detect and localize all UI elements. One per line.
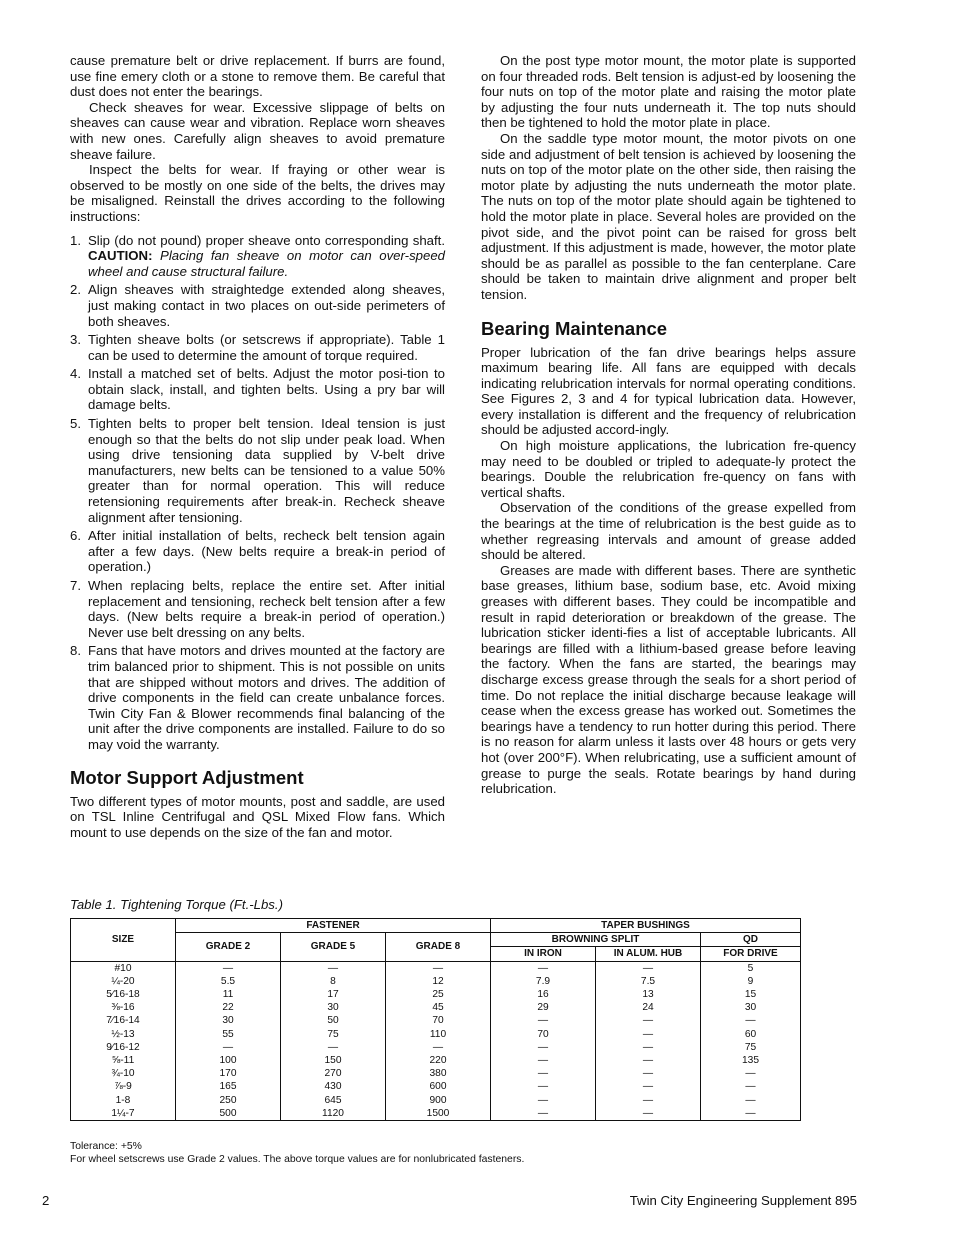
torque-cell: 135 [701,1054,801,1067]
torque-cell: 70 [386,1014,491,1027]
torque-cell: 15 [701,988,801,1001]
torque-cell: 13 [596,988,701,1001]
left-column [70,53,445,840]
size-cell: 9⁄16-12 [71,1041,176,1054]
table-row [71,1041,801,1054]
torque-cell: 5.5 [176,975,281,988]
torque-cell: — [281,961,386,975]
torque-cell: 8 [281,975,386,988]
torque-cell: 5 [701,961,801,975]
paragraph: Two different types of motor mounts, post and saddle, are used on TSL Inline Centrifugal and QSL Mixed Flow fans. Which mount to use depends on the size of the fan and motor. [70,793,445,840]
torque-cell: — [386,1041,491,1054]
size-cell: ¼-20 [71,975,176,988]
table-row [71,1093,801,1106]
table-row [71,1080,801,1093]
torque-cell: 70 [491,1028,596,1041]
paragraph: Proper lubrication of the fan drive bearings helps assure maximum bearing life. All fans are equipped with decals indicating relubrication intervals for normal operating conditions. See Figures 2, 3 and 4 for typical lubrication data. However, every installation is different and the frequency of relubrication should be adjusted accord-ingly. [481,344,856,438]
size-cell: 7⁄16-14 [71,1014,176,1027]
torque-cell: — [491,1041,596,1054]
size-cell: 1¼-7 [71,1107,176,1121]
torque-cell: 150 [281,1054,386,1067]
list-item: 2. Align sheaves with straightedge extended along sheaves, just making contact in two places on out-side perimeters of both sheaves. [70,282,445,329]
paragraph: Greases are made with different bases. There are synthetic base greases, lithium base, sodium base, etc. Avoid mixing greases with different bases. They could be incompatible and result in rapid deterioration or breakdown of the grease. The lubrication sticker identi-fies a list of acceptable lubricants. All bearings are filled with a lithium-based grease before leaving the factory. When the fans are started, the bearings may discharge excess grease through the seals for a short period of time. Do not replace the initial discharge because leakage will cease when the excess grease has worked out. Sometimes the bearings have a tendency to run hotter during this period. There is no reason for alarm unless it lasts over 48 hours or gets very hot (over 200°F). When relubricating, use a sufficient amount of grease to purge the seals. Rotate bearings by hand during relubrication. [481,562,856,797]
paragraph: Check sheaves for wear. Excessive slippage of belts on sheaves can cause wear and vibration. Replace worn sheaves with new ones. Carefully align sheaves to avoid premature sheave failure. [70,99,445,162]
list-item: 8. Fans that have motors and drives mounted at the factory are trim balanced prior to shipment. This is not possible on units that are shipped without motors and drives. The addition of drive components in the field can create unbalance forces. Twin City Fan & Blower recommends final balancing of the unit after the drive components are installed. Failure to do so may void the warranty. [70,643,445,752]
size-cell: ⅞-9 [71,1080,176,1093]
torque-cell: 50 [281,1014,386,1027]
torque-cell: 110 [386,1028,491,1041]
section-heading-bearing-maintenance: Bearing Maintenance [481,317,668,339]
torque-cell: — [491,1067,596,1080]
table-notes [70,1140,524,1166]
table-row [71,1067,801,1080]
page-number: 2 [42,1193,50,1208]
torque-cell: 7.5 [596,975,701,988]
torque-cell: 22 [176,1001,281,1014]
torque-cell: — [491,1093,596,1106]
torque-cell: — [701,1067,801,1080]
torque-cell: — [701,1080,801,1093]
setscrew-note: For wheel setscrews use Grade 2 values. The above torque values are for nonlubricated fasteners. [70,1154,525,1165]
size-cell: ⅜-16 [71,1001,176,1014]
tolerance-note: Tolerance: +5% [70,1141,142,1152]
table-row [71,1001,801,1014]
torque-cell: 1120 [281,1107,386,1121]
header-size: SIZE [71,919,176,962]
paragraph: Observation of the conditions of the grease expelled from the bearings at the time of relubrication is the best guide as to whether regreasing intervals and amount of grease added should be altered. [481,500,856,563]
torque-cell: — [596,1041,701,1054]
header-taper-bushings: TAPER BUSHINGS [491,919,801,933]
torque-cell: 250 [176,1093,281,1106]
table-row [71,1014,801,1027]
torque-cell: 12 [386,975,491,988]
instruction-list [70,233,445,753]
torque-cell: — [596,1107,701,1121]
size-cell: ½-13 [71,1028,176,1041]
torque-cell: — [176,961,281,975]
paragraph: On high moisture applications, the lubrication fre-quency may need to be doubled or tripled to adequate-ly protect the bearings. Double the relubrication fre-quency on fans with vertical shafts. [481,438,856,500]
torque-cell: — [596,1080,701,1093]
table-row [71,1054,801,1067]
table-row [71,1028,801,1041]
size-cell: 1-8 [71,1093,176,1106]
torque-cell: 55 [176,1028,281,1041]
size-cell: 5⁄16-18 [71,988,176,1001]
header-for-drive: FOR DRIVE [701,947,801,961]
torque-cell: 600 [386,1080,491,1093]
torque-cell: 24 [596,1001,701,1014]
list-item: 6. After initial installation of belts, recheck belt tension again after a few days. (New belts require a break-in period of operation.) [70,528,445,575]
table-row [71,961,801,975]
list-item: 1. Slip (do not pound) proper sheave onto corresponding shaft. CAUTION: Placing fan sheave on motor can over-speed wheel and cause structural failure. [70,232,445,279]
torque-cell: — [596,1067,701,1080]
header-grade-8: GRADE 8 [386,933,491,961]
torque-cell: — [491,1107,596,1121]
torque-cell: 900 [386,1093,491,1106]
section-heading-motor-support: Motor Support Adjustment [70,766,304,788]
torque-cell: — [386,961,491,975]
torque-cell: 75 [281,1028,386,1041]
list-item: 5. Tighten belts to proper belt tension. Ideal tension is just enough so that the belts do not slip under peak load. When using drive tensioning data supplied by V-belt drive manufacturers, new belts can be tensioned to a value 50% greater than for normal operation. This will reduce retensioning requirements after break-in. Recheck sheave alignment after tensioning. [70,416,445,525]
header-fastener: FASTENER [176,919,491,933]
paragraph: On the post type motor mount, the motor plate is supported on four threaded rods. Belt tension is adjust-ed by loosening the four nuts on top of the motor plate and raising the motor plate by adjusting the four nuts underneath it. The top nuts should then be tightened to hold the motor plate in place. [481,53,856,131]
torque-cell: — [491,1080,596,1093]
header-browning-split: BROWNING SPLIT [491,933,701,947]
header-grade-5: GRADE 5 [281,933,386,961]
paragraph: cause premature belt or drive replacement. If burrs are found, use fine emery cloth or a stone to remove them. Be careful that dust does not enter the bearings. [70,53,445,100]
torque-cell: — [596,1028,701,1041]
torque-cell: 9 [701,975,801,988]
footer-title: Twin City Engineering Supplement 895 [629,1193,857,1208]
torque-cell: 30 [176,1014,281,1027]
caution-label: CAUTION: [88,248,153,264]
size-cell: ⅝-11 [71,1054,176,1067]
table-row [71,975,801,988]
torque-cell: 170 [176,1067,281,1080]
right-column [481,53,856,797]
torque-cell: — [596,961,701,975]
list-item: 7. When replacing belts, replace the entire set. After initial replacement and tensioning, recheck belt tension after a few days. (New belts require a break-in period of operation.) Never use belt dressing on any belts. [70,578,445,640]
table-body [71,961,801,1120]
torque-cell: 100 [176,1054,281,1067]
torque-cell: 75 [701,1041,801,1054]
torque-cell: 270 [281,1067,386,1080]
torque-table [70,918,801,1121]
torque-cell: 1500 [386,1107,491,1121]
header-qd: QD [701,933,801,947]
torque-cell: 380 [386,1067,491,1080]
caution-text: Placing fan sheave on motor can over-speed wheel and cause structural failure. [88,248,445,279]
torque-cell: 30 [281,1001,386,1014]
torque-cell: 17 [281,988,386,1001]
torque-cell: 7.9 [491,975,596,988]
torque-cell: 16 [491,988,596,1001]
torque-cell: — [491,961,596,975]
torque-cell: — [596,1014,701,1027]
torque-cell: 165 [176,1080,281,1093]
torque-cell: 11 [176,988,281,1001]
header-in-iron: IN IRON [491,947,596,961]
paragraph: On the saddle type motor mount, the motor pivots on one side and adjustment of belt tension is achieved by loosening the nuts on top of the motor plate on the other side, then raising the motor plate by adjusting the nuts underneath the motor plate. The nuts on top of the motor plate should again be tightened to hold the motor plate in place. Several holes are provided on the pivot side, and the pivot point can be raised for gross belt adjustment. If this adjustment is made, however, the motor plate should be as parallel as possible to the fan centerplane. Care should be taken to maintain drive alignment and proper belt tension. [481,130,856,302]
torque-cell: 30 [701,1001,801,1014]
list-item: 4. Install a matched set of belts. Adjust the motor posi-tion to obtain slack, install, and tighten belts. Using a pry bar will damage belts. [70,366,445,413]
torque-cell: — [596,1093,701,1106]
torque-cell: 25 [386,988,491,1001]
torque-cell: 45 [386,1001,491,1014]
torque-cell: — [176,1041,281,1054]
header-grade-2: GRADE 2 [176,933,281,961]
torque-cell: — [701,1014,801,1027]
torque-cell: — [281,1041,386,1054]
torque-cell: — [491,1054,596,1067]
size-cell: ¾-10 [71,1067,176,1080]
size-cell: #10 [71,961,176,975]
torque-cell: 60 [701,1028,801,1041]
torque-cell: — [491,1014,596,1027]
table-caption: Table 1. Tightening Torque (Ft.-Lbs.) [70,897,283,912]
torque-cell: — [701,1107,801,1121]
torque-cell: 430 [281,1080,386,1093]
table-row [71,988,801,1001]
torque-cell: — [701,1093,801,1106]
torque-cell: 645 [281,1093,386,1106]
torque-cell: 220 [386,1054,491,1067]
list-item: 3. Tighten sheave bolts (or setscrews if appropriate). Table 1 can be used to determine the amount of torque required. [70,332,445,363]
paragraph: Inspect the belts for wear. If fraying or other wear is observed to be mostly on one side of the belts, the drives may be misaligned. Reinstall the drives according to the following instructions: [70,162,445,224]
torque-cell: — [596,1054,701,1067]
torque-cell: 29 [491,1001,596,1014]
torque-cell: 500 [176,1107,281,1121]
table-row [71,1107,801,1121]
header-in-alum-hub: IN ALUM. HUB [596,947,701,961]
